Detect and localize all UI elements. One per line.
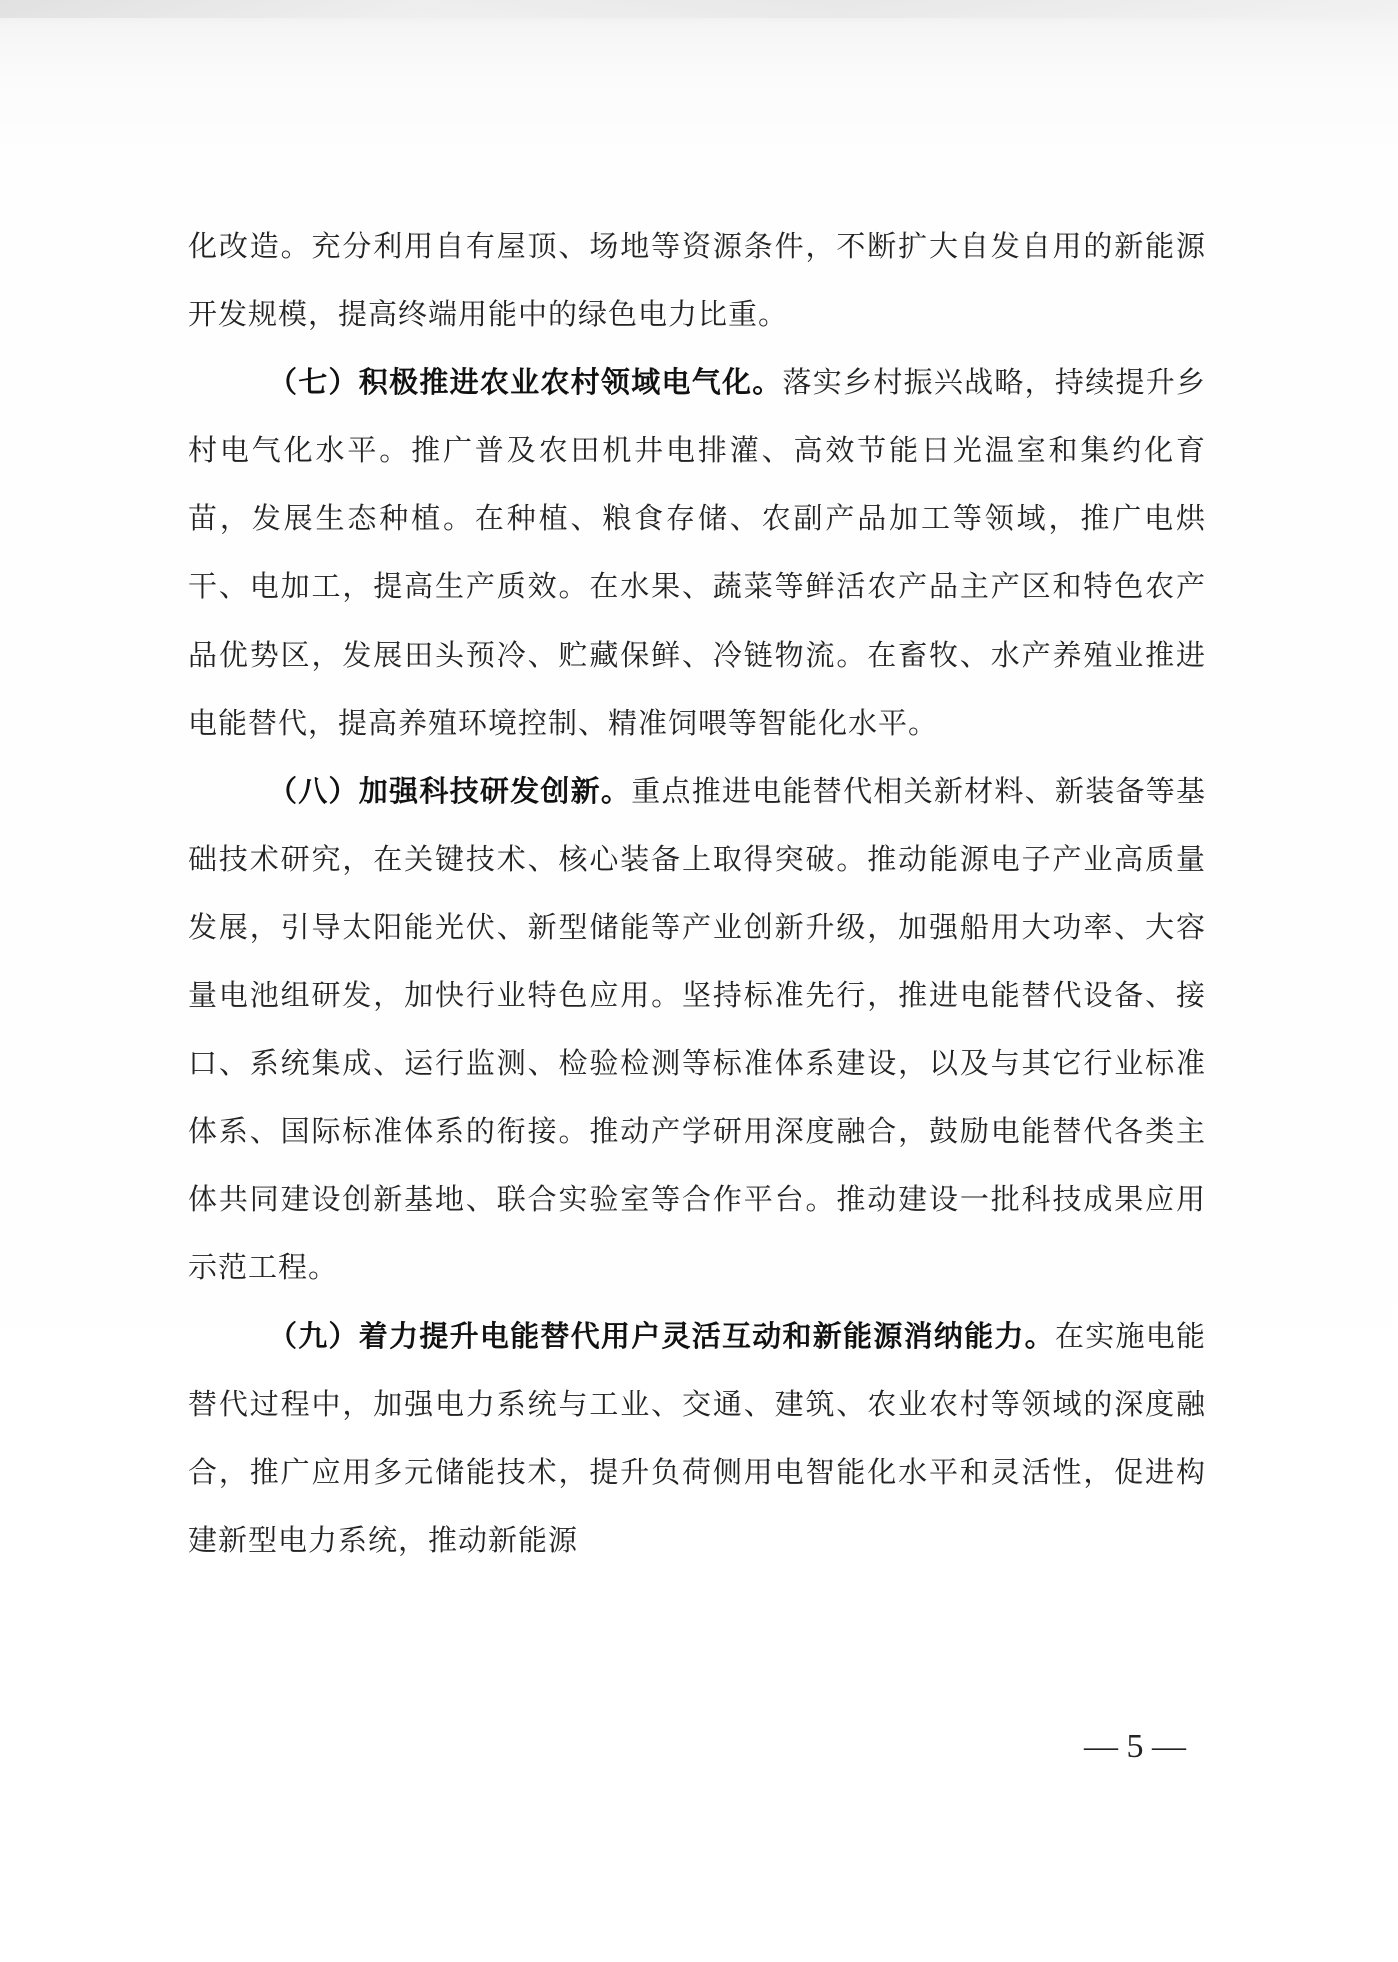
paragraph-continued xyxy=(188,212,1206,348)
paragraph-text: 重点推进电能替代相关新材料、新装备等基础技术研究，在关键技术、核心装备上取得突破。推动能源电子产业高质量发展，引导太阳能光伏、新型储能等产业创新升级，加强船用大功率、大容量电池组研发，加快行业特色应用。坚持标准先行，推进电能替代设备、接口、系统集成、运行监测、检验检测等标准体系建设，以及与其它行业标准体系、国际标准体系的衔接。推动产学研用深度融合，鼓励电能替代各类主体共同建设创新基地、联合实验室等合作平台。推动建设一批科技成果应用示范工程。 xyxy=(188,773,1206,1285)
paragraph-text: 落实乡村振兴战略，持续提升乡村电气化水平。推广普及农田机井电排灌、高效节能日光温室和集约化育苗，发展生态种植。在种植、粮食存储、农副产品加工等领域，推广电烘干、电加工，提高生产质效。在水果、蔬菜等鲜活农产品主产区和特色农产品优势区，发展田头预冷、贮藏保鲜、冷链物流。在畜牧、水产养殖业推进电能替代，提高养殖环境控制、精准饲喂等智能化水平。 xyxy=(188,365,1206,740)
paragraph-text: 在实施电能替代过程中，加强电力系统与工业、交通、建筑、农业农村等领域的深度融合，推广应用多元储能技术，提升负荷侧用电智能化水平和灵活性，促进构建新型电力系统，推动新能源 xyxy=(188,1318,1206,1557)
section-heading-8: （八）加强科技研发创新。 xyxy=(268,773,632,808)
section-heading-9: （九）着力提升电能替代用户灵活互动和新能源消纳能力。 xyxy=(268,1318,1055,1353)
paragraph-section-7 xyxy=(188,348,1206,757)
paragraph-section-9 xyxy=(188,1302,1206,1574)
paragraph-text: 化改造。充分利用自有屋顶、场地等资源条件，不断扩大自发自用的新能源开发规模，提高终端用能中的绿色电力比重。 xyxy=(188,229,1206,332)
paragraph-section-8 xyxy=(188,757,1206,1302)
section-heading-7: （七）积极推进农业农村领域电气化。 xyxy=(268,365,783,400)
page-number: — 5 — xyxy=(1084,1728,1186,1765)
body-text xyxy=(188,212,1206,1574)
